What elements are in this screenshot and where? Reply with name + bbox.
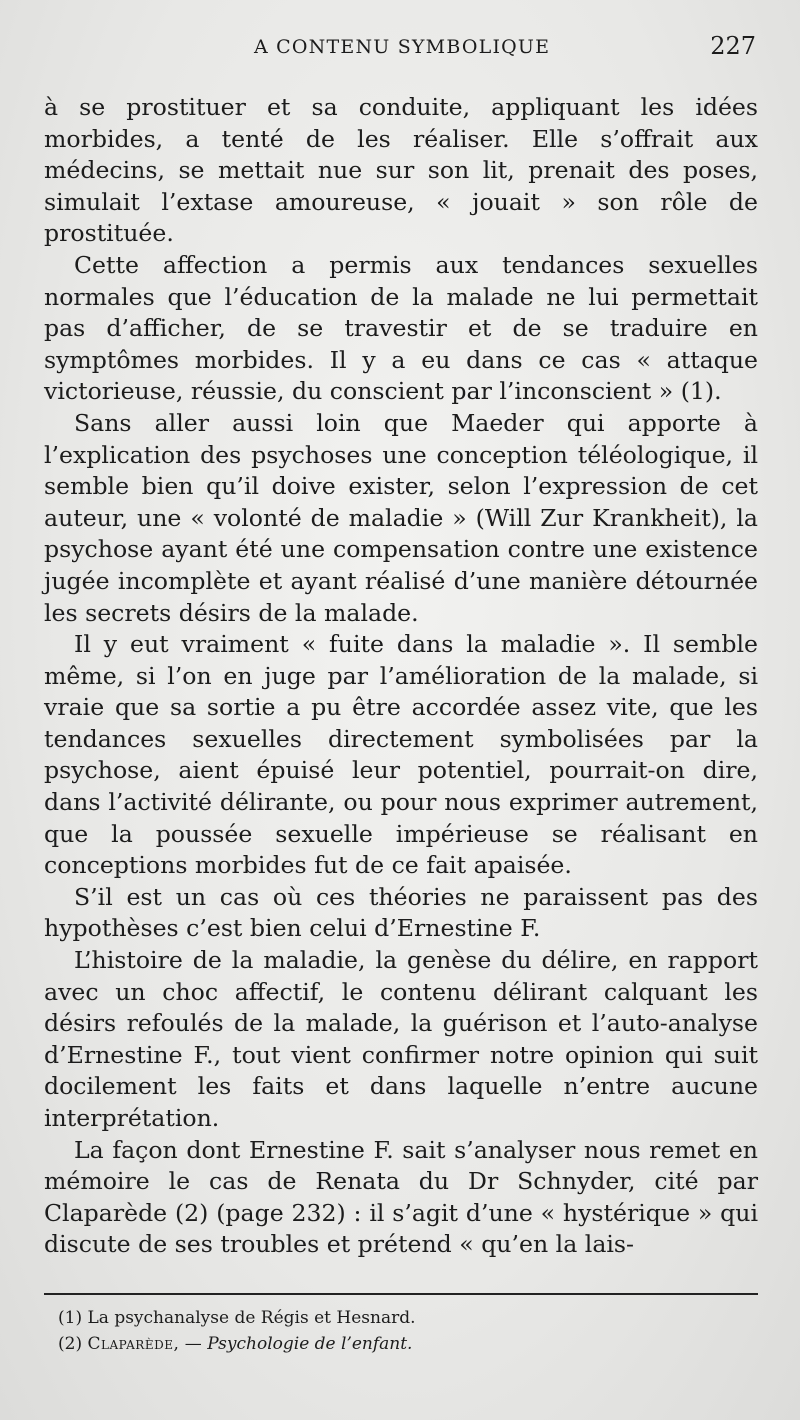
running-title: A CONTENU SYMBOLIQUE: [254, 36, 551, 58]
paragraph: Cette affection a permis aux tendances sexuelles normales que l’éducation de la malade ne lui permettait pas d’afficher, de se travestir et de se traduire en symptômes morbides. Il y a eu dans ce cas « attaque victorieuse, réussie, du conscient par l’inconscient » (1).: [44, 250, 758, 406]
running-head: [44, 30, 758, 70]
paragraph: L’histoire de la maladie, la genèse du délire, en rapport avec un choc affectif, le contenu délirant calquant les désirs refoulés de la malade, la guérison et l’auto-analyse d’Ernestine F., tout vient confirmer notre opinion qui suit docilement les faits et dans laquelle n’entre aucune interprétation.: [44, 946, 758, 1132]
book-page: [44, 30, 758, 1357]
body-text: [44, 92, 758, 1261]
footnote-2-marker: (2): [58, 1333, 83, 1354]
footnote-2-author: Claparède,: [87, 1333, 180, 1354]
paragraph: Sans aller aussi loin que Maeder qui apporte à l’explication des psychoses une conception téléologique, il semble bien qu’il doive exister, selon l’expression de cet auteur, une « volonté de maladie » (Will Zur Krankheit), la psychose ayant été une compensation contre une existence jugée incomplète et ayant réalisé d’une manière détournée les secrets désirs de la malade.: [44, 408, 758, 627]
footnote-rule: [44, 1293, 758, 1295]
paragraph: S’il est un cas où ces théories ne paraissent pas des hypothèses c’est bien celui d’Ernestine F.: [44, 882, 758, 943]
footnotes: [44, 1305, 758, 1357]
paragraph: Il y eut vraiment « fuite dans la maladie ». Il semble même, si l’on en juge par l’amélioration de la malade, si vraie que sa sortie a pu être accordée assez vite, que les tendances sexuelles directement symbolisées par la psychose, aient épuisé leur potentiel, pourrait-on dire, dans l’activité délirante, ou pour nous exprimer autrement, que la poussée sexuelle impérieuse se réalisant en conceptions morbides fut de ce fait apaisée.: [44, 630, 758, 880]
page-number: 227: [710, 32, 756, 60]
paragraph: La façon dont Ernestine F. sait s’analyser nous remet en mémoire le cas de Renata du Dr Schnyder, cité par Claparède (2) (page 232) : il s’agit d’une « hystérique » qui discute de ses troubles et prétend « qu’en la lais-: [44, 1135, 758, 1259]
footnote-1: (1) La psychanalyse de Régis et Hesnard.: [58, 1307, 416, 1328]
footnote-2-dash: —: [179, 1333, 208, 1354]
paragraph-continuation: à se prostituer et sa conduite, appliquant les idées morbides, a tenté de les réaliser. Elle s’offrait aux médecins, se mettait nue sur son lit, prenait des poses, simulait l’extase amoureuse, « jouait » son rôle de prostituée.: [44, 93, 758, 248]
footnote-2-title: Psychologie de l’enfant.: [207, 1333, 413, 1354]
footnote-2: [44, 1331, 758, 1357]
